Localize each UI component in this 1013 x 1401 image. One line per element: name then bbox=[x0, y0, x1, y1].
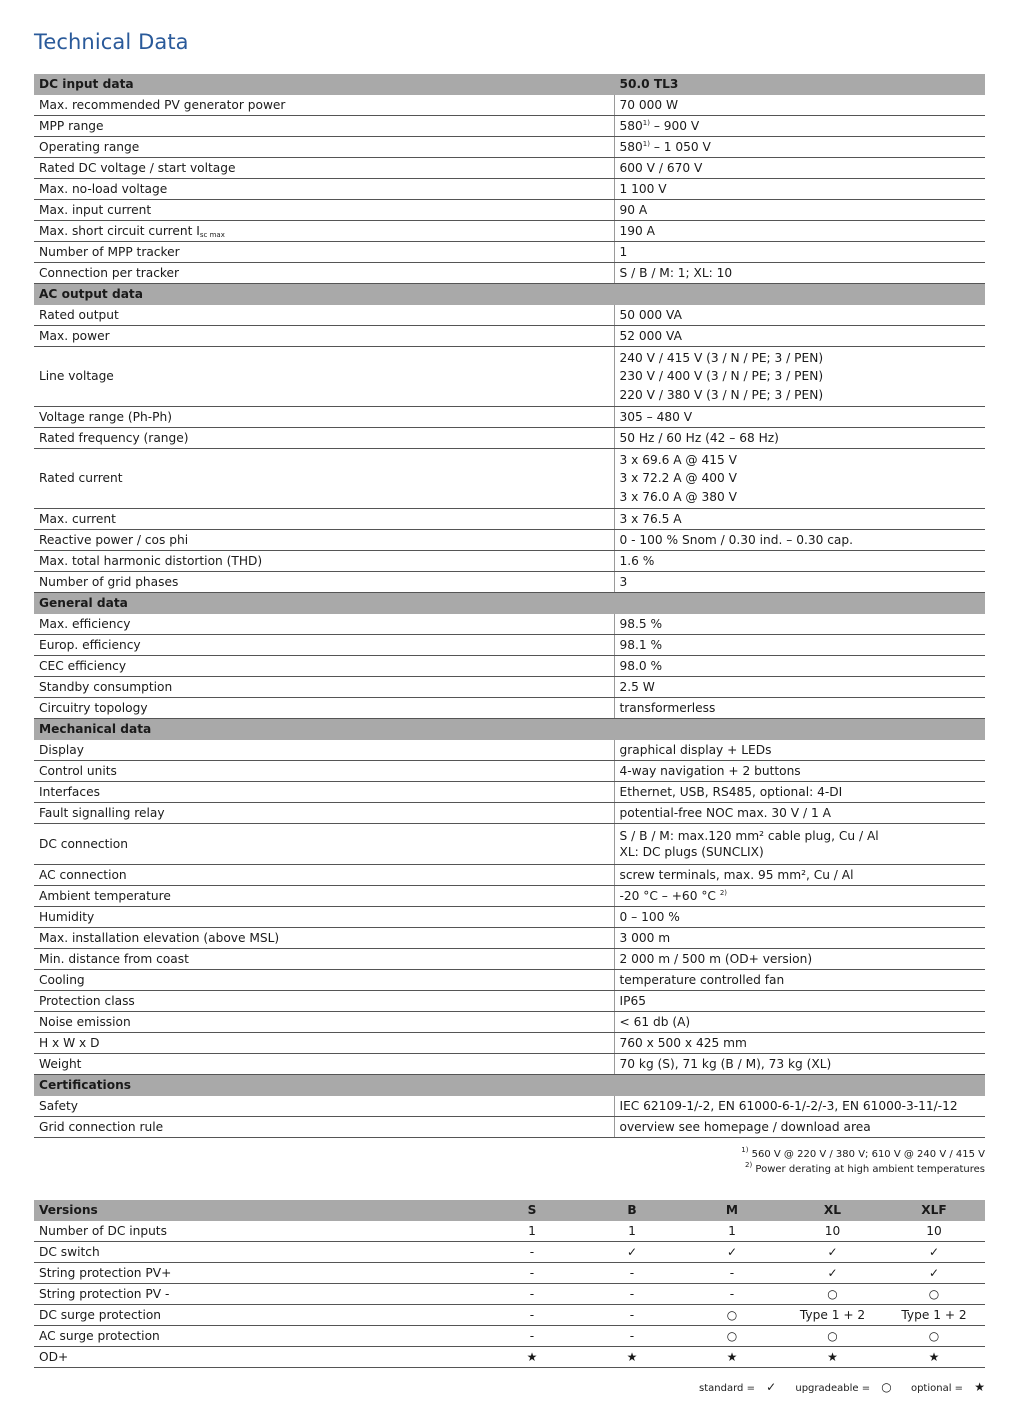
spec-label: Rated frequency (range) bbox=[34, 428, 614, 449]
section-header-certifications bbox=[34, 1075, 985, 1096]
spec-value: 305 – 480 V bbox=[614, 407, 985, 428]
version-cell: ★ bbox=[582, 1347, 682, 1368]
version-cell: ○ bbox=[682, 1305, 782, 1326]
value-line: 3 x 69.6 A @ 415 V bbox=[619, 452, 737, 467]
version-cell: ○ bbox=[782, 1326, 883, 1347]
version-row-label: OD+ bbox=[34, 1347, 482, 1368]
spec-label: Max. recommended PV generator power bbox=[34, 95, 614, 116]
footnote-mark: 1) bbox=[741, 1146, 749, 1154]
versions-header-row bbox=[34, 1200, 985, 1221]
spec-label: Line voltage bbox=[34, 347, 614, 407]
versions-table bbox=[34, 1200, 985, 1368]
section-header-ac-output bbox=[34, 284, 985, 305]
version-cell: ✓ bbox=[883, 1263, 985, 1284]
version-column-header: M bbox=[682, 1200, 782, 1221]
spec-value: 98.1 % bbox=[614, 635, 985, 656]
spec-label: Ambient temperature bbox=[34, 886, 614, 907]
star-icon: ★ bbox=[974, 1380, 985, 1394]
spec-value bbox=[614, 116, 985, 137]
version-cell: - bbox=[582, 1263, 682, 1284]
footnote-text: Power derating at high ambient temperatures bbox=[752, 1164, 985, 1175]
section-blank bbox=[614, 284, 985, 305]
spec-label: Standby consumption bbox=[34, 677, 614, 698]
version-row bbox=[34, 1263, 985, 1284]
value-part: – 1 050 V bbox=[649, 140, 711, 154]
legend-item-optional bbox=[903, 1380, 985, 1394]
section-blank bbox=[614, 593, 985, 614]
spec-label: Max. total harmonic distortion (THD) bbox=[34, 551, 614, 572]
section-header-mechanical bbox=[34, 719, 985, 740]
spec-row bbox=[34, 656, 985, 677]
spec-row bbox=[34, 865, 985, 886]
spec-label: MPP range bbox=[34, 116, 614, 137]
label-subscript: sc max bbox=[199, 231, 225, 239]
spec-value: 2.5 W bbox=[614, 677, 985, 698]
spec-value: 0 – 100 % bbox=[614, 907, 985, 928]
version-cell: 10 bbox=[782, 1221, 883, 1242]
spec-value: S / B / M: 1; XL: 10 bbox=[614, 263, 985, 284]
spec-value: IEC 62109-1/-2, EN 61000-6-1/-2/-3, EN 61000-3-11/-12 bbox=[614, 1096, 985, 1117]
spec-row bbox=[34, 1054, 985, 1075]
spec-row bbox=[34, 509, 985, 530]
version-cell: ★ bbox=[782, 1347, 883, 1368]
version-cell: ○ bbox=[883, 1284, 985, 1305]
spec-label bbox=[34, 221, 614, 242]
spec-label: Number of MPP tracker bbox=[34, 242, 614, 263]
spec-row bbox=[34, 407, 985, 428]
spec-label: Min. distance from coast bbox=[34, 949, 614, 970]
spec-value: 70 000 W bbox=[614, 95, 985, 116]
footnote-ref: 2) bbox=[719, 889, 727, 897]
spec-label: Max. power bbox=[34, 326, 614, 347]
version-column-header: S bbox=[482, 1200, 582, 1221]
spec-value bbox=[614, 449, 985, 509]
spec-label: Europ. efficiency bbox=[34, 635, 614, 656]
version-row bbox=[34, 1242, 985, 1263]
spec-label: Rated current bbox=[34, 449, 614, 509]
spec-label: Reactive power / cos phi bbox=[34, 530, 614, 551]
value-line: 240 V / 415 V (3 / N / PE; 3 / PEN) bbox=[619, 350, 824, 365]
spec-value: 1.6 % bbox=[614, 551, 985, 572]
version-cell: Type 1 + 2 bbox=[883, 1305, 985, 1326]
spec-label: Weight bbox=[34, 1054, 614, 1075]
value-line: 220 V / 380 V (3 / N / PE; 3 / PEN) bbox=[619, 387, 824, 402]
version-row-label: String protection PV+ bbox=[34, 1263, 482, 1284]
spec-value: graphical display + LEDs bbox=[614, 740, 985, 761]
section-title: Certifications bbox=[34, 1075, 614, 1096]
spec-value bbox=[614, 137, 985, 158]
model-name: 50.0 TL3 bbox=[614, 74, 985, 95]
spec-label: Fault signalling relay bbox=[34, 803, 614, 824]
spec-value: 4-way navigation + 2 buttons bbox=[614, 761, 985, 782]
spec-row bbox=[34, 428, 985, 449]
version-column-header: XLF bbox=[883, 1200, 985, 1221]
footnote-ref: 1) bbox=[642, 119, 650, 127]
version-cell: 1 bbox=[682, 1221, 782, 1242]
version-cell: 10 bbox=[883, 1221, 985, 1242]
version-cell: - bbox=[482, 1284, 582, 1305]
spec-value: 70 kg (S), 71 kg (B / M), 73 kg (XL) bbox=[614, 1054, 985, 1075]
spec-label: Noise emission bbox=[34, 1012, 614, 1033]
version-row-label: DC switch bbox=[34, 1242, 482, 1263]
spec-row bbox=[34, 530, 985, 551]
versions-heading: Versions bbox=[34, 1200, 482, 1221]
spec-value: 3 bbox=[614, 572, 985, 593]
version-cell: - bbox=[582, 1284, 682, 1305]
spec-value: 50 Hz / 60 Hz (42 – 68 Hz) bbox=[614, 428, 985, 449]
version-cell: ○ bbox=[883, 1326, 985, 1347]
footnote-text: 560 V @ 220 V / 380 V; 610 V @ 240 V / 415 V bbox=[748, 1149, 985, 1160]
spec-value: IP65 bbox=[614, 991, 985, 1012]
circle-icon: ○ bbox=[881, 1380, 892, 1394]
spec-value: 2 000 m / 500 m (OD+ version) bbox=[614, 949, 985, 970]
version-cell: ★ bbox=[682, 1347, 782, 1368]
spec-row bbox=[34, 928, 985, 949]
version-cell: - bbox=[482, 1305, 582, 1326]
version-column-header: XL bbox=[782, 1200, 883, 1221]
footnote-mark: 2) bbox=[745, 1161, 753, 1169]
spec-label: Safety bbox=[34, 1096, 614, 1117]
spec-label: DC connection bbox=[34, 824, 614, 865]
version-cell: 1 bbox=[582, 1221, 682, 1242]
version-cell: ✓ bbox=[883, 1242, 985, 1263]
spec-row bbox=[34, 326, 985, 347]
spec-row bbox=[34, 116, 985, 137]
spec-label: Max. input current bbox=[34, 200, 614, 221]
version-cell: ✓ bbox=[582, 1242, 682, 1263]
version-cell: ○ bbox=[682, 1326, 782, 1347]
legend-text: optional = bbox=[910, 1383, 967, 1394]
version-row bbox=[34, 1305, 985, 1326]
spec-row bbox=[34, 886, 985, 907]
spec-label: Cooling bbox=[34, 970, 614, 991]
spec-label: Number of grid phases bbox=[34, 572, 614, 593]
spec-value: temperature controlled fan bbox=[614, 970, 985, 991]
spec-value: 90 A bbox=[614, 200, 985, 221]
legend-item-standard bbox=[691, 1380, 777, 1394]
spec-value: 3 000 m bbox=[614, 928, 985, 949]
spec-value: 3 x 76.5 A bbox=[614, 509, 985, 530]
legend-text: upgradeable = bbox=[795, 1383, 874, 1394]
version-cell: 1 bbox=[482, 1221, 582, 1242]
section-blank bbox=[614, 719, 985, 740]
spec-value: potential-free NOC max. 30 V / 1 A bbox=[614, 803, 985, 824]
spec-row bbox=[34, 263, 985, 284]
spec-row bbox=[34, 1117, 985, 1138]
spec-row bbox=[34, 551, 985, 572]
version-cell: ★ bbox=[883, 1347, 985, 1368]
spec-label: Max. current bbox=[34, 509, 614, 530]
version-cell: ✓ bbox=[682, 1242, 782, 1263]
spec-label: Circuitry topology bbox=[34, 698, 614, 719]
spec-value: 1 100 V bbox=[614, 179, 985, 200]
version-cell: - bbox=[682, 1284, 782, 1305]
value-line: S / B / M: max.120 mm² cable plug, Cu / Al bbox=[619, 829, 879, 843]
spec-value: < 61 db (A) bbox=[614, 1012, 985, 1033]
spec-label: Max. installation elevation (above MSL) bbox=[34, 928, 614, 949]
version-row-label: AC surge protection bbox=[34, 1326, 482, 1347]
spec-label: Max. efficiency bbox=[34, 614, 614, 635]
spec-row bbox=[34, 137, 985, 158]
spec-label: Display bbox=[34, 740, 614, 761]
spec-row bbox=[34, 242, 985, 263]
version-cell: ★ bbox=[482, 1347, 582, 1368]
spec-value: screw terminals, max. 95 mm², Cu / Al bbox=[614, 865, 985, 886]
version-cell: - bbox=[582, 1305, 682, 1326]
spec-label: Grid connection rule bbox=[34, 1117, 614, 1138]
section-blank bbox=[614, 1075, 985, 1096]
version-row-label: String protection PV - bbox=[34, 1284, 482, 1305]
version-cell: Type 1 + 2 bbox=[782, 1305, 883, 1326]
version-cell: ○ bbox=[782, 1284, 883, 1305]
spec-label: Connection per tracker bbox=[34, 263, 614, 284]
version-cell: - bbox=[482, 1242, 582, 1263]
spec-row bbox=[34, 698, 985, 719]
spec-value bbox=[614, 347, 985, 407]
value-part: 580 bbox=[619, 140, 643, 154]
spec-row bbox=[34, 761, 985, 782]
version-row bbox=[34, 1221, 985, 1242]
spec-row bbox=[34, 305, 985, 326]
spec-row bbox=[34, 158, 985, 179]
spec-label: CEC efficiency bbox=[34, 656, 614, 677]
spec-label: H x W x D bbox=[34, 1033, 614, 1054]
spec-row bbox=[34, 179, 985, 200]
spec-label: Voltage range (Ph-Ph) bbox=[34, 407, 614, 428]
page-title: Technical Data bbox=[34, 30, 189, 54]
spec-label: Control units bbox=[34, 761, 614, 782]
label-part: Max. short circuit current I bbox=[39, 224, 200, 238]
spec-value: 1 bbox=[614, 242, 985, 263]
spec-label: Protection class bbox=[34, 991, 614, 1012]
version-cell: - bbox=[682, 1263, 782, 1284]
spec-row bbox=[34, 614, 985, 635]
version-row-label: Number of DC inputs bbox=[34, 1221, 482, 1242]
spec-value: 98.5 % bbox=[614, 614, 985, 635]
checkmark-icon: ✓ bbox=[766, 1380, 777, 1394]
spec-label: AC connection bbox=[34, 865, 614, 886]
spec-row bbox=[34, 635, 985, 656]
technical-data-table bbox=[34, 74, 985, 1138]
section-title: Mechanical data bbox=[34, 719, 614, 740]
spec-row bbox=[34, 949, 985, 970]
spec-row bbox=[34, 347, 985, 407]
version-cell: - bbox=[482, 1326, 582, 1347]
spec-row bbox=[34, 970, 985, 991]
spec-row bbox=[34, 1096, 985, 1117]
spec-row bbox=[34, 677, 985, 698]
version-row bbox=[34, 1284, 985, 1305]
spec-value bbox=[614, 886, 985, 907]
spec-label: Max. no-load voltage bbox=[34, 179, 614, 200]
spec-label: Interfaces bbox=[34, 782, 614, 803]
symbol-legend bbox=[34, 1380, 985, 1394]
spec-row bbox=[34, 95, 985, 116]
footnote-ref: 1) bbox=[642, 140, 650, 148]
value-part: -20 °C – +60 °C bbox=[619, 889, 720, 903]
spec-row bbox=[34, 803, 985, 824]
section-title: AC output data bbox=[34, 284, 614, 305]
footnote-2 bbox=[34, 1163, 985, 1177]
spec-value: 52 000 VA bbox=[614, 326, 985, 347]
value-line: 230 V / 400 V (3 / N / PE; 3 / PEN) bbox=[619, 369, 824, 384]
spec-value: 98.0 % bbox=[614, 656, 985, 677]
legend-item-upgradeable bbox=[787, 1380, 892, 1394]
spec-row bbox=[34, 740, 985, 761]
footnote-1 bbox=[34, 1148, 985, 1162]
version-row bbox=[34, 1326, 985, 1347]
section-header-general bbox=[34, 593, 985, 614]
spec-value: 600 V / 670 V bbox=[614, 158, 985, 179]
version-cell: ✓ bbox=[782, 1263, 883, 1284]
spec-value: overview see homepage / download area bbox=[614, 1117, 985, 1138]
version-cell: - bbox=[482, 1263, 582, 1284]
version-row bbox=[34, 1347, 985, 1368]
spec-row bbox=[34, 907, 985, 928]
spec-row bbox=[34, 200, 985, 221]
value-line: XL: DC plugs (SUNCLIX) bbox=[619, 845, 764, 859]
spec-value: transformerless bbox=[614, 698, 985, 719]
spec-label: Rated DC voltage / start voltage bbox=[34, 158, 614, 179]
version-column-header: B bbox=[582, 1200, 682, 1221]
spec-row bbox=[34, 449, 985, 509]
spec-value bbox=[614, 824, 985, 865]
value-part: 580 bbox=[619, 119, 643, 133]
spec-label: Rated output bbox=[34, 305, 614, 326]
version-cell: - bbox=[582, 1326, 682, 1347]
spec-row bbox=[34, 991, 985, 1012]
spec-row bbox=[34, 572, 985, 593]
legend-text: standard = bbox=[699, 1383, 759, 1394]
spec-value: Ethernet, USB, RS485, optional: 4-DI bbox=[614, 782, 985, 803]
value-part: – 900 V bbox=[649, 119, 700, 133]
spec-row bbox=[34, 1012, 985, 1033]
spec-row bbox=[34, 1033, 985, 1054]
section-header-dc-input bbox=[34, 74, 985, 95]
version-row-label: DC surge protection bbox=[34, 1305, 482, 1326]
spec-value: 760 x 500 x 425 mm bbox=[614, 1033, 985, 1054]
spec-value: 0 - 100 % Snom / 0.30 ind. – 0.30 cap. bbox=[614, 530, 985, 551]
spec-row bbox=[34, 824, 985, 865]
spec-row bbox=[34, 782, 985, 803]
value-line: 3 x 76.0 A @ 380 V bbox=[619, 489, 737, 504]
spec-label: Humidity bbox=[34, 907, 614, 928]
section-title: DC input data bbox=[34, 74, 614, 95]
spec-value: 50 000 VA bbox=[614, 305, 985, 326]
value-line: 3 x 72.2 A @ 400 V bbox=[619, 471, 737, 486]
section-title: General data bbox=[34, 593, 614, 614]
spec-label: Operating range bbox=[34, 137, 614, 158]
spec-value: 190 A bbox=[614, 221, 985, 242]
spec-row bbox=[34, 221, 985, 242]
version-cell: ✓ bbox=[782, 1242, 883, 1263]
